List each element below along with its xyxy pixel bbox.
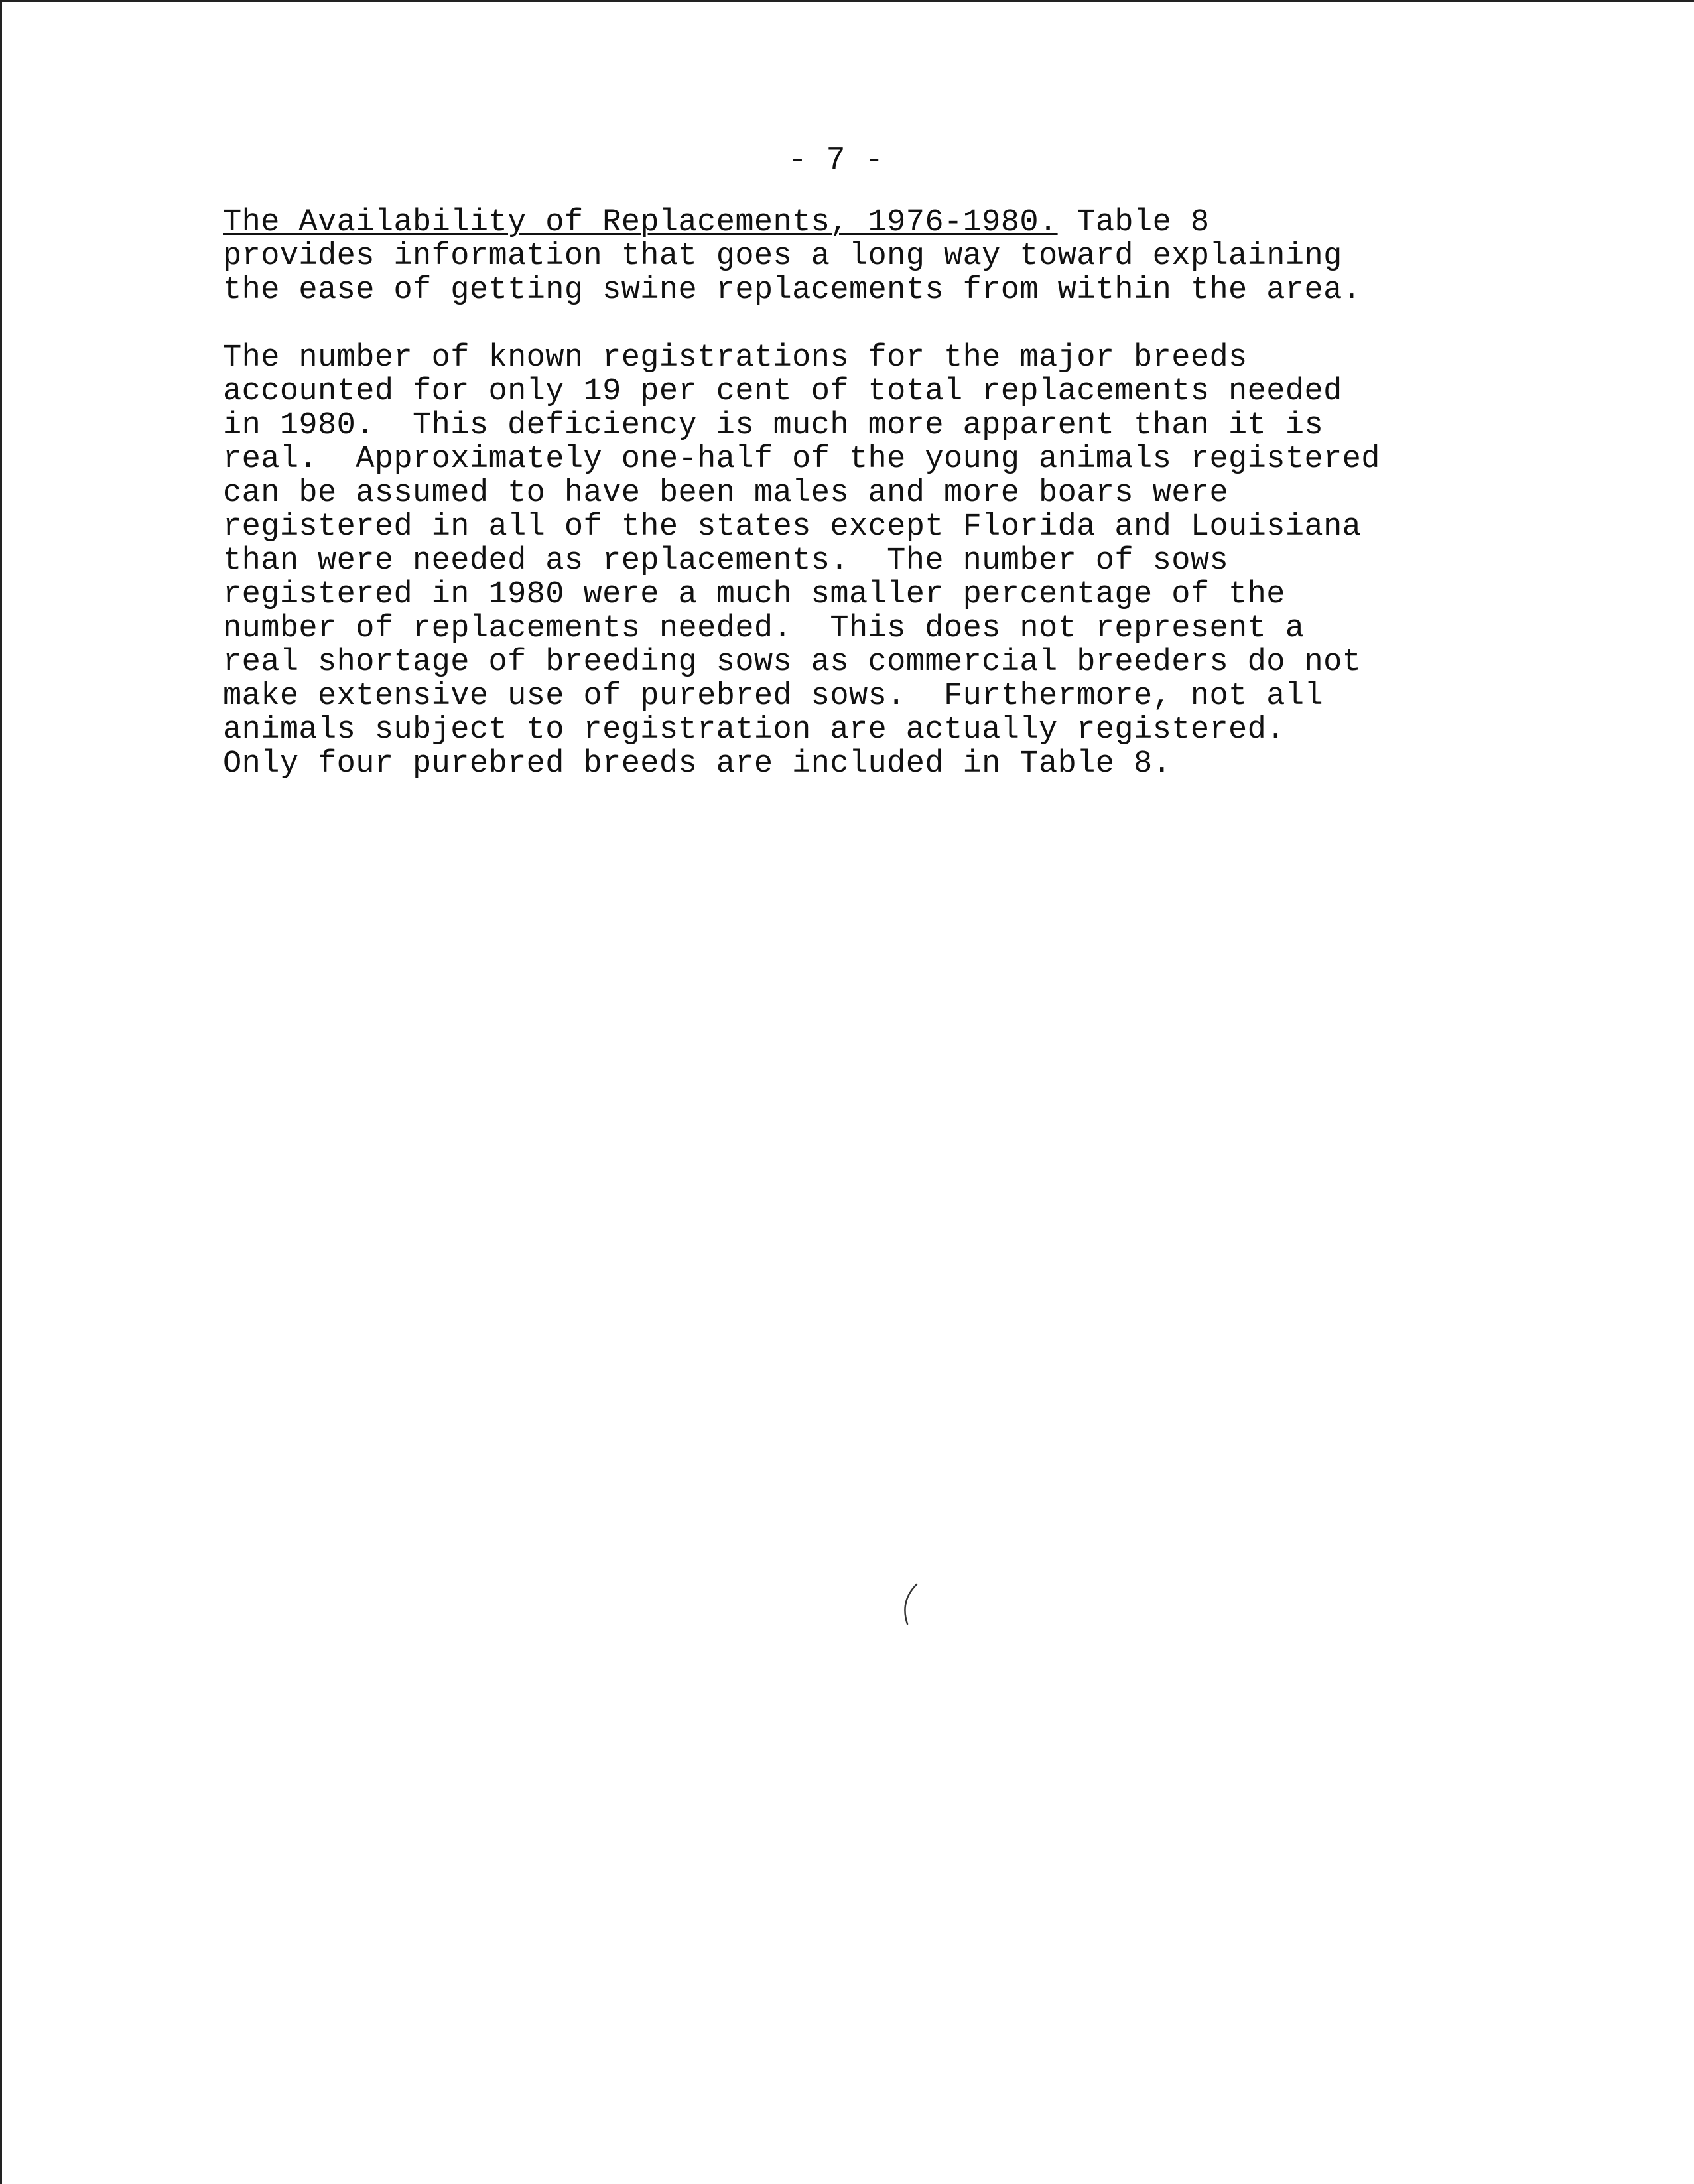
paragraph-line: Only four purebred breeds are included in Table 8. <box>223 746 1172 782</box>
paragraph-availability <box>223 206 1549 307</box>
body-text <box>223 206 1549 781</box>
paragraph-registrations <box>223 341 1549 781</box>
paragraph-line: real. Approximately one-half of the young animals registered <box>223 442 1380 477</box>
heading-continuation: Table 8 <box>1057 205 1210 240</box>
scan-edge-top <box>0 0 1694 2</box>
paragraph-line: real shortage of breeding sows as commercial breeders do not <box>223 645 1362 680</box>
paragraph-line: registered in all of the states except Florida and Louisiana <box>223 510 1362 545</box>
paragraph-line: can be assumed to have been males and more boars were <box>223 476 1229 511</box>
paragraph-line: accounted for only 19 per cent of total replacements needed <box>223 374 1342 409</box>
paragraph-line: make extensive use of purebred sows. Furthermore, not all <box>223 679 1324 714</box>
page-number: - 7 - <box>787 143 884 178</box>
paragraph-line: animals subject to registration are actually registered. <box>223 713 1285 748</box>
paragraph-line: provides information that goes a long way toward explaining <box>223 239 1342 274</box>
paragraph-line: number of replacements needed. This does not represent a <box>223 611 1305 646</box>
scan-edge-left <box>0 0 2 2184</box>
paragraph-line: in 1980. This deficiency is much more apparent than it is <box>223 408 1324 443</box>
paragraph-line: than were needed as replacements. The number of sows <box>223 543 1229 579</box>
paragraph-line: The number of known registrations for the major breeds <box>223 340 1248 375</box>
paragraph-line: registered in 1980 were a much smaller percentage of the <box>223 577 1285 612</box>
stray-pen-mark <box>897 1582 923 1628</box>
paragraph-line: the ease of getting swine replacements from within the area. <box>223 273 1362 308</box>
section-heading: The Availability of Replacements, 1976-1980. <box>223 205 1058 240</box>
